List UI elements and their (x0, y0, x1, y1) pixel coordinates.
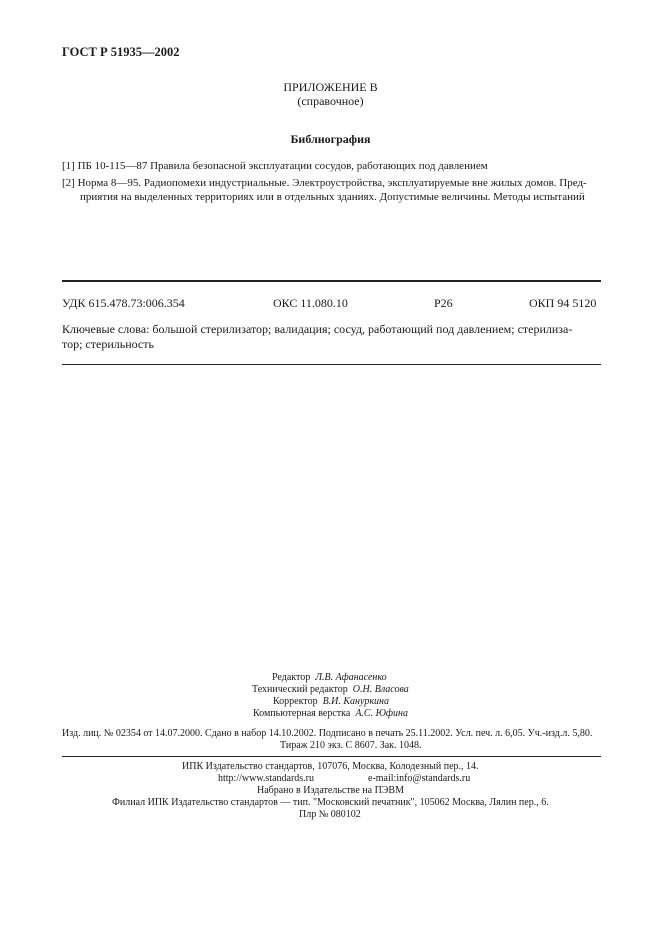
udk-code: УДК 615.478.73:006.354 (62, 296, 185, 310)
group-code: Р26 (434, 296, 453, 310)
keywords-line-1: Ключевые слова: большой стерилизатор; валидация; сосуд, работающий под давлением; стерилиза- (62, 322, 573, 336)
divider-keywords (62, 364, 601, 365)
keywords-line-2: тор; стерильность (62, 337, 154, 351)
credit-role: Компьютерная верстка (253, 708, 351, 719)
credit-tech-editor (252, 684, 409, 695)
printing-branch: Филиал ИПК Издательство стандартов — тип. "Московский печатник", 105062 Москва, Лялин пер., 6. (112, 797, 549, 808)
divider-thick (62, 280, 601, 282)
appendix-subtitle: (справочное) (297, 94, 364, 108)
okp-code: ОКП 94 5120 (529, 296, 597, 310)
typeset-note: Набрано в Издательстве на ПЭВМ (257, 785, 404, 796)
credit-corrector (273, 696, 389, 707)
credit-name: А.С. Юфина (355, 708, 408, 719)
bibliography-title: Библиография (290, 132, 371, 146)
credit-role: Технический редактор (252, 684, 348, 695)
publisher-email: e-mail:info@standards.ru (368, 773, 471, 784)
divider-footer (62, 756, 601, 757)
license-number: Плр № 080102 (299, 809, 361, 820)
credit-name: Л.В. Афанасенко (315, 672, 387, 683)
imprint-line-2: Тираж 210 экз. С 8607. Зак. 1048. (280, 740, 422, 751)
credit-name: В.И. Кануркина (322, 696, 389, 707)
appendix-title: ПРИЛОЖЕНИЕ В (283, 80, 378, 94)
bibliography-item-2-continuation: приятия на выделенных территориях или в отдельных зданиях. Допустимые величины. Методы испытаний (80, 191, 585, 203)
oks-code: ОКС 11.080.10 (273, 296, 348, 310)
credit-layout (253, 708, 408, 719)
bibliography-item-1: [1] ПБ 10-115—87 Правила безопасной эксплуатации сосудов, работающих под давлением (62, 160, 488, 172)
credit-role: Редактор (272, 672, 311, 683)
document-code: ГОСТ Р 51935—2002 (62, 45, 180, 59)
imprint-line-1: Изд. лиц. № 02354 от 14.07.2000. Сдано в набор 14.10.2002. Подписано в печать 25.11.2002. Усл. печ. л. 6,05. Уч.-изд.л. 5,80. (62, 728, 593, 739)
publisher-url: http://www.standards.ru (218, 773, 315, 784)
bibliography-item-2: [2] Норма 8—95. Радиопомехи индустриальные. Электроустройства, эксплуатируемые вне жилых домов. Пред- (62, 177, 587, 189)
credit-role: Корректор (273, 696, 318, 707)
publisher-address: ИПК Издательство стандартов, 107076, Москва, Колодезный пер., 14. (182, 761, 479, 772)
credit-editor (272, 672, 387, 683)
credit-name: О.Н. Власова (352, 684, 409, 695)
